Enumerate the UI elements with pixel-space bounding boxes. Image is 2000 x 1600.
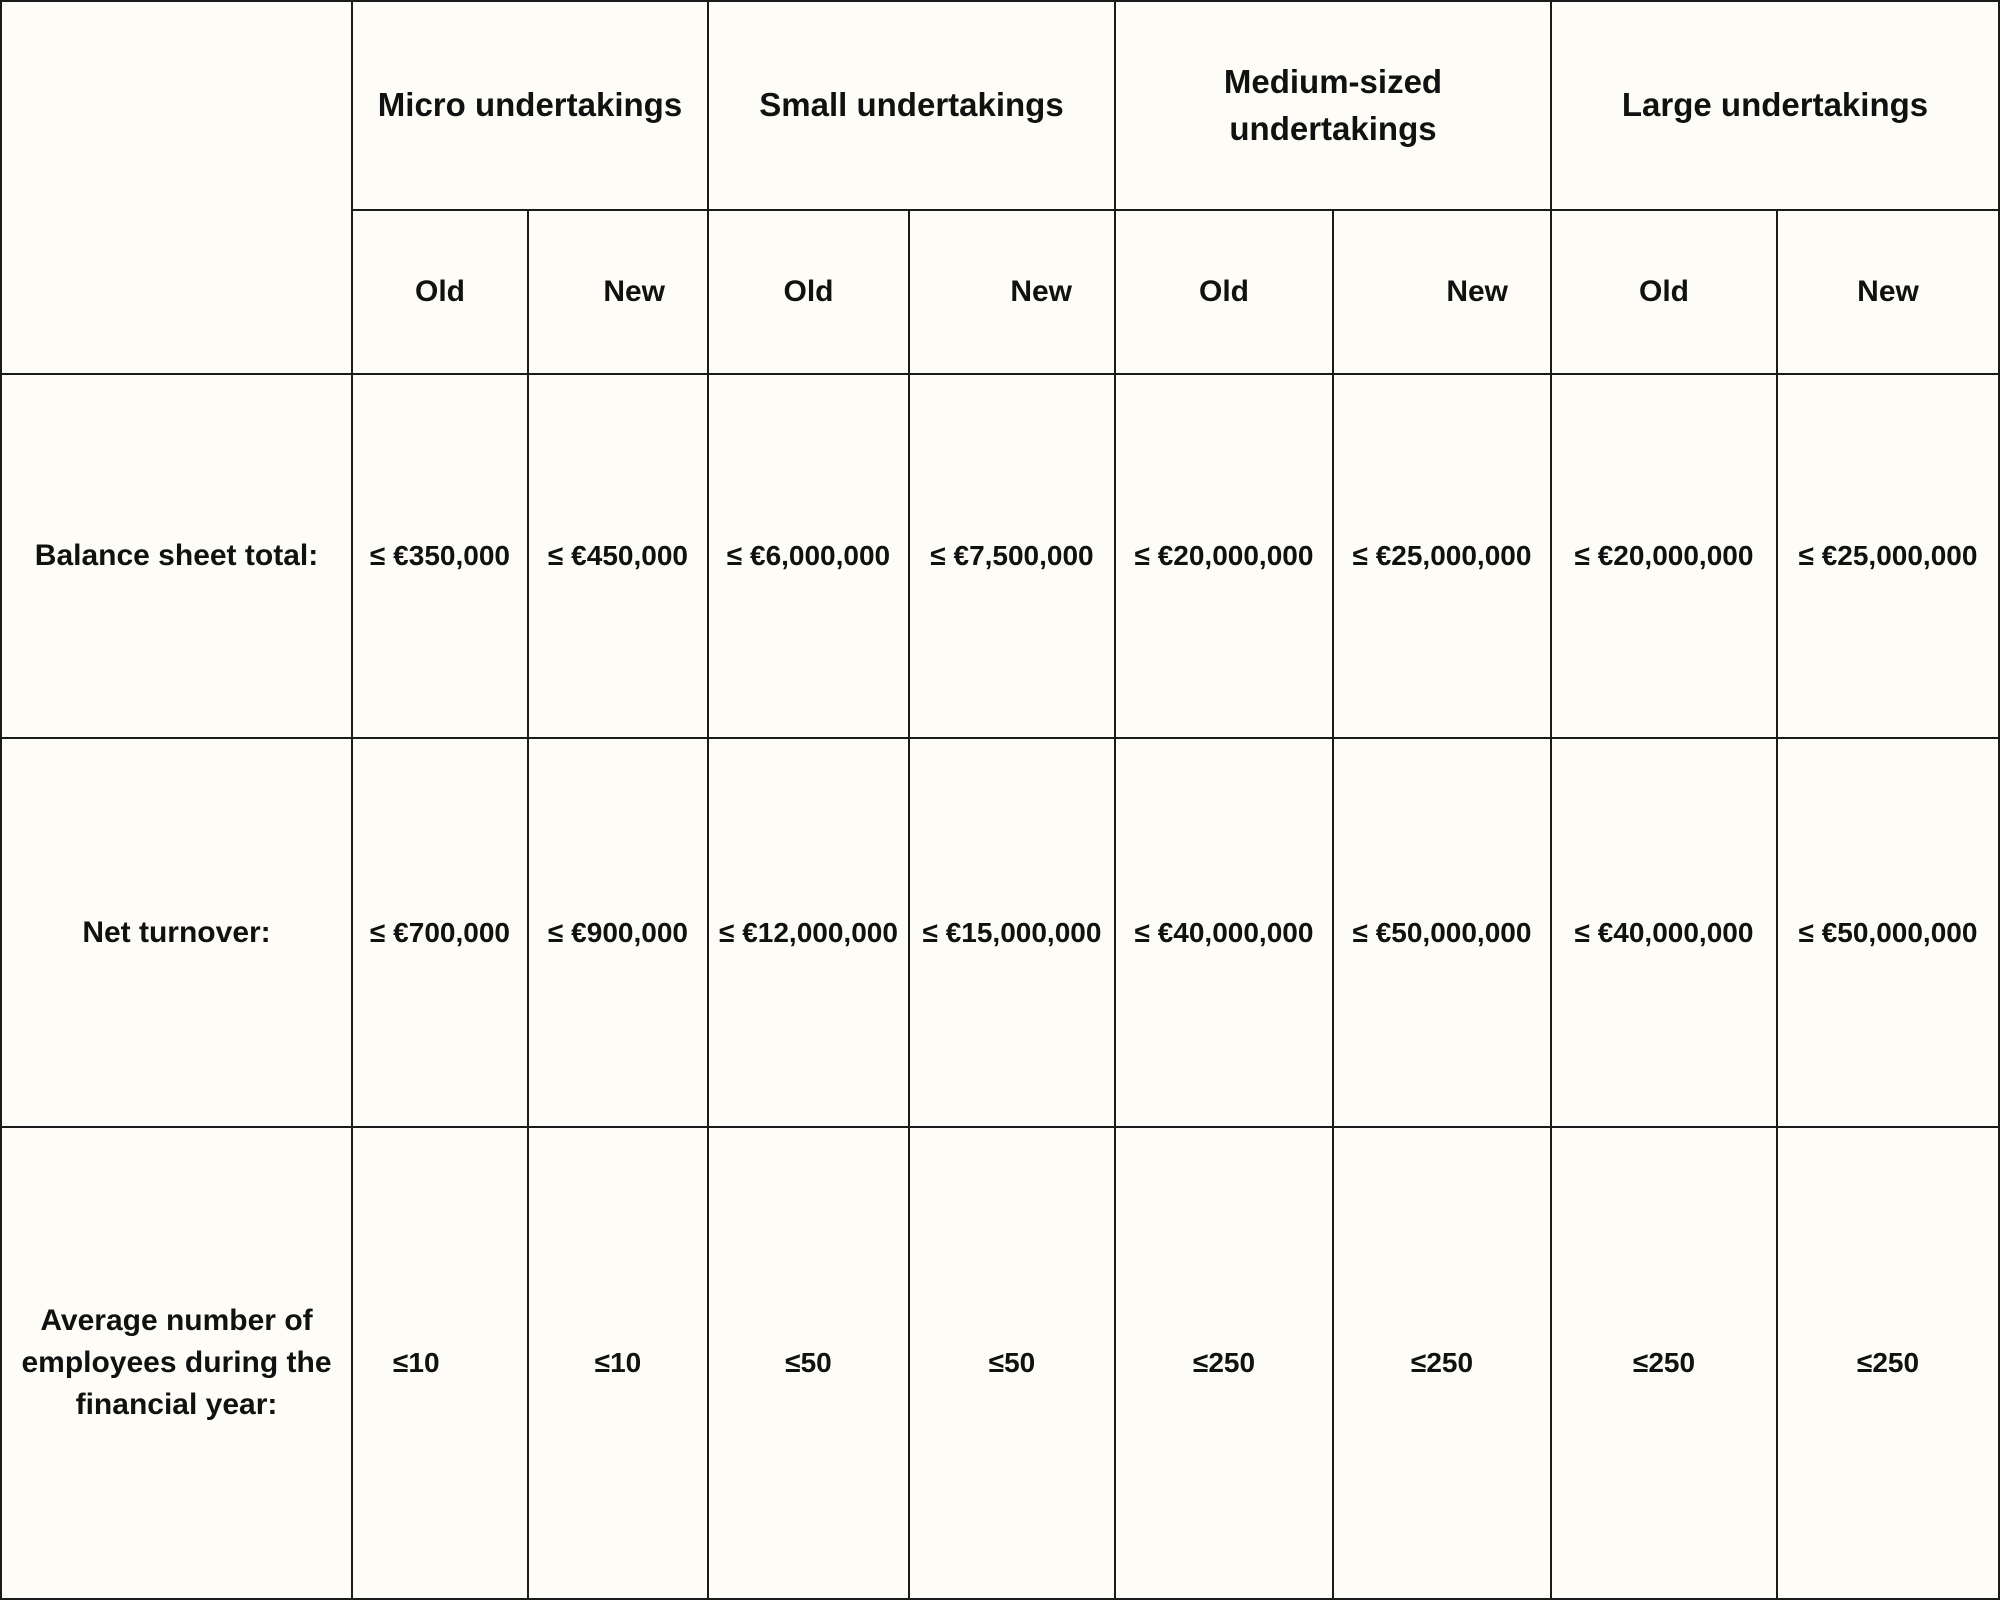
table-cell: ≤ €6,000,000: [726, 540, 891, 572]
sub-header-new: New: [1010, 275, 1072, 308]
table-cell: ≤250: [1410, 1347, 1474, 1379]
table-cell: ≤ €450,000: [548, 540, 688, 572]
sub-header-old: Old: [783, 275, 834, 308]
group-header-small: Small undertakings: [759, 86, 1064, 124]
table-cell: ≤ €50,000,000: [1352, 916, 1532, 948]
sub-header-new: New: [603, 275, 665, 308]
table-cell: ≤ €25,000,000: [1798, 540, 1978, 572]
table-cell: ≤ €25,000,000: [1352, 540, 1532, 572]
sub-header-old: Old: [1199, 275, 1249, 308]
table-cell: ≤250: [1856, 1347, 1920, 1379]
table-cell: ≤10: [393, 1347, 440, 1379]
row-label-net-turnover: Net turnover:: [82, 915, 271, 949]
table-cell: ≤ €7,500,000: [930, 540, 1094, 572]
table-cell: ≤50: [785, 1347, 832, 1379]
table-cell: ≤250: [1192, 1347, 1256, 1379]
table-cell: ≤ €350,000: [370, 540, 510, 572]
table-cell: ≤ €50,000,000: [1798, 916, 1978, 948]
row-label-balance-sheet: Balance sheet total:: [34, 539, 319, 572]
group-header-medium: Medium-sized undertakings: [1223, 63, 1443, 147]
row-label-employees: Average number of employees during the financial year:: [21, 1304, 332, 1421]
table-cell: ≤ €900,000: [548, 916, 688, 948]
table-cell: ≤ €40,000,000: [1574, 916, 1754, 948]
sub-header-old: Old: [415, 275, 465, 308]
sub-header-new: New: [1857, 275, 1919, 308]
table-cell: ≤ €20,000,000: [1134, 540, 1314, 572]
table-cell: ≤50: [988, 1347, 1036, 1379]
table-cell: ≤250: [1632, 1347, 1696, 1379]
table-cell: ≤ €15,000,000: [922, 916, 1102, 948]
table-cell: ≤ €20,000,000: [1574, 540, 1754, 572]
group-header-micro: Micro undertakings: [377, 86, 683, 124]
sub-header-new: New: [1446, 275, 1508, 308]
sub-header-old: Old: [1639, 275, 1689, 308]
table-cell: ≤ €12,000,000: [719, 916, 898, 948]
table-cell: ≤10: [594, 1347, 642, 1379]
group-header-large: Large undertakings: [1621, 86, 1929, 124]
table-cell: ≤ €40,000,000: [1134, 916, 1314, 948]
table-cell: ≤ €700,000: [370, 916, 510, 948]
